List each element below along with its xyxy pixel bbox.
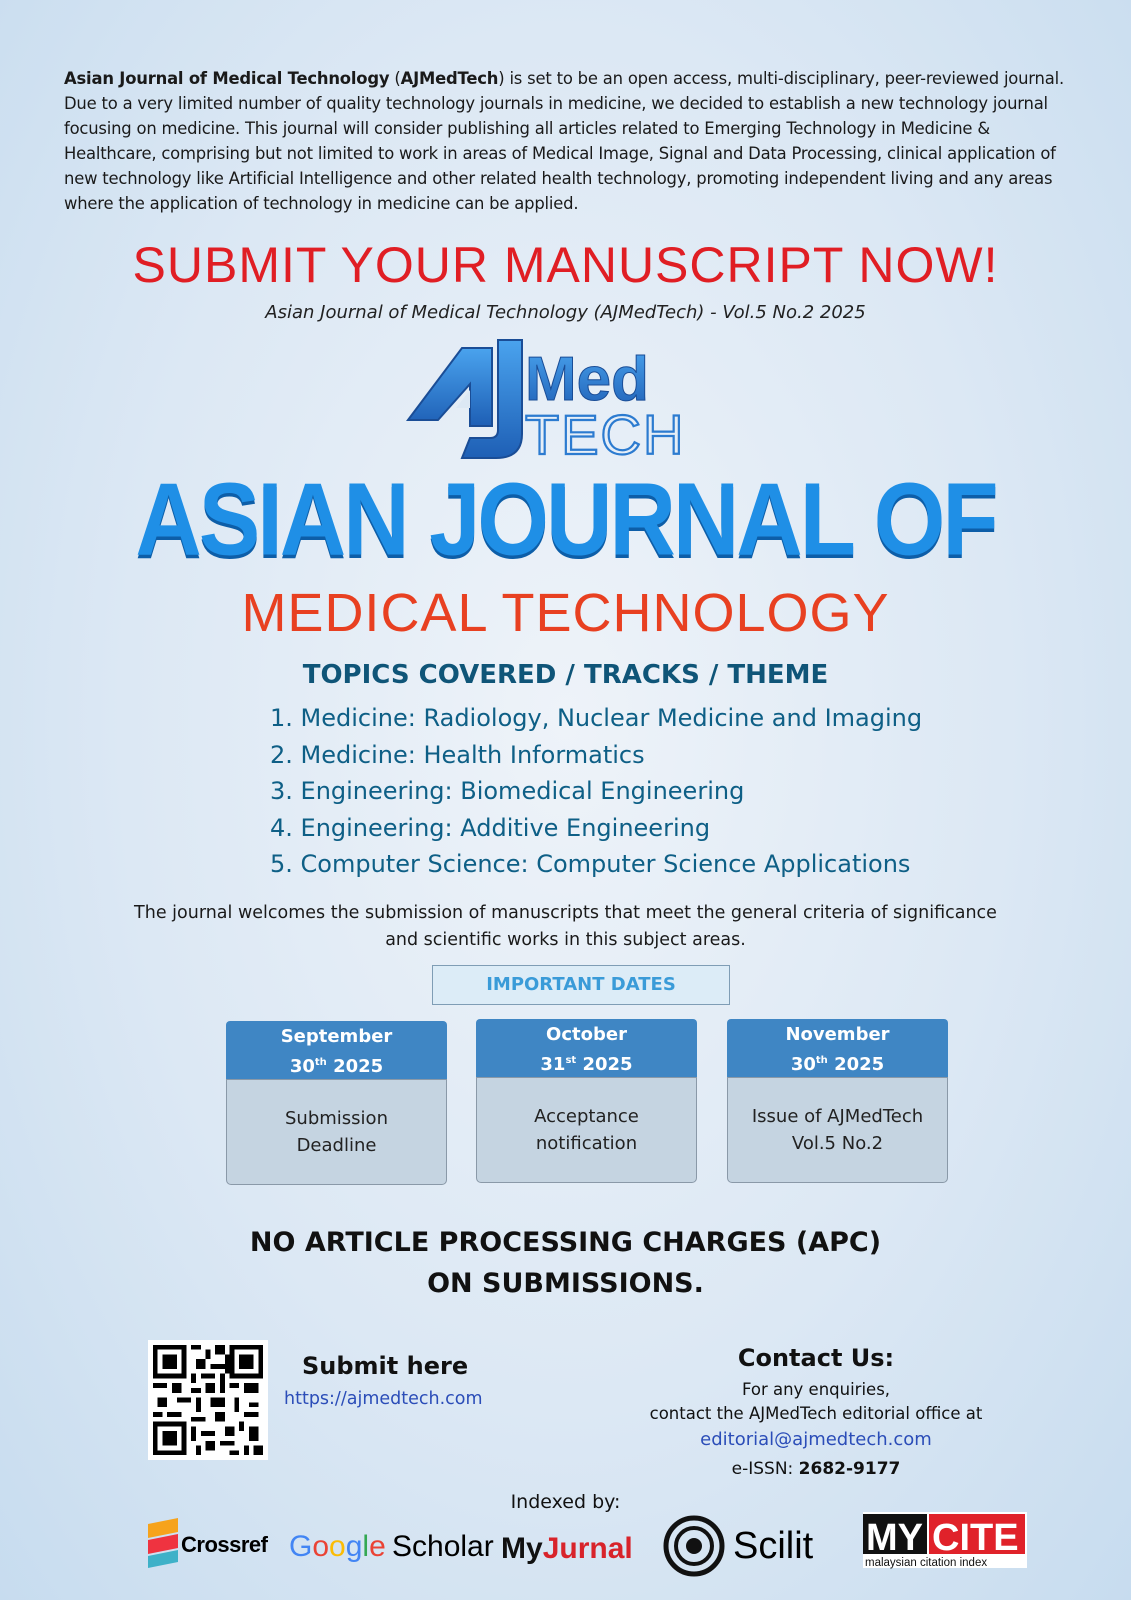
intro-journal-name: Asian Journal of Medical Technology bbox=[64, 69, 390, 88]
date-card-issue bbox=[727, 1019, 948, 1183]
google-letter: o bbox=[329, 1530, 346, 1563]
date-suffix: th bbox=[314, 1057, 327, 1068]
topic-item: 4. Engineering: Additive Engineering bbox=[270, 813, 711, 842]
title-asian-journal-of: ASIAN JOURNAL OF bbox=[135, 462, 996, 578]
contact-email-link[interactable]: editorial@ajmedtech.com bbox=[700, 1429, 932, 1450]
date-card-submission bbox=[226, 1021, 447, 1185]
google-letter: G bbox=[289, 1530, 313, 1563]
intro-open-paren: ( bbox=[389, 69, 401, 88]
date-day: 31 bbox=[540, 1054, 566, 1075]
date-suffix: st bbox=[565, 1055, 577, 1066]
scilit-text: Scilit bbox=[733, 1525, 814, 1567]
date-month: October bbox=[546, 1024, 627, 1045]
important-dates-label: IMPORTANT DATES bbox=[432, 965, 730, 1005]
no-apc-notice bbox=[0, 1222, 1131, 1304]
submit-url-link[interactable]: https://ajmedtech.com bbox=[284, 1389, 483, 1409]
scilit-logo bbox=[666, 1518, 814, 1574]
logo-med-text: Med bbox=[525, 345, 649, 414]
date-card-header bbox=[226, 1021, 447, 1079]
title-medical-technology: MEDICAL TECHNOLOGY bbox=[241, 583, 890, 643]
topic-item: 2. Medicine: Health Informatics bbox=[270, 740, 645, 769]
mycite-cite: CITE bbox=[932, 1517, 1019, 1559]
logo-tech-text: TECH bbox=[525, 403, 686, 466]
no-apc-line-2: ON SUBMISSIONS. bbox=[427, 1268, 704, 1299]
welcome-text bbox=[0, 900, 1131, 954]
indexed-by-label: Indexed by: bbox=[510, 1491, 621, 1513]
date-card-header bbox=[727, 1019, 948, 1077]
myjurnal-jurnal: Jurnal bbox=[542, 1532, 633, 1565]
google-letter: e bbox=[369, 1530, 386, 1563]
contact-line-2: contact the AJMedTech editorial office at bbox=[649, 1404, 983, 1423]
google-letter: o bbox=[312, 1530, 330, 1563]
date-card-body bbox=[727, 1077, 948, 1183]
date-desc: Acceptance notification bbox=[534, 1106, 639, 1154]
svg-text:Google bbox=[289, 1530, 386, 1563]
intro-paragraph bbox=[64, 66, 1084, 216]
mycite-my: MY bbox=[866, 1517, 923, 1559]
ajmedtech-logo bbox=[400, 338, 720, 468]
svg-text:MyJurnal bbox=[501, 1532, 633, 1565]
topic-item: 3. Engineering: Biomedical Engineering bbox=[270, 777, 745, 805]
date-suffix: th bbox=[815, 1055, 828, 1066]
headline: SUBMIT YOUR MANUSCRIPT NOW! bbox=[132, 237, 999, 293]
contact-title: Contact Us: bbox=[737, 1344, 895, 1372]
date-year: 2025 bbox=[576, 1054, 633, 1075]
crossref-logo bbox=[148, 1518, 269, 1568]
intro-text: ) is set to be an open access, multi-disciplinary, peer-reviewed journal. Due to a very limited number of quality technology journals in medicine, we decided to establish a new technology journal focusing on medicine. This journal will consider publishing all articles related to Emerging Technology in Medicine & Healthcare, comprising but not limited to work in areas of Medical Image, Signal and Data Processing, clinical application of new technology like Artificial Intelligence and other related health technology, promoting independent living and any areas where the application of technology in medicine can be applied. bbox=[64, 69, 1064, 213]
contact-line-1: For any enquiries, bbox=[741, 1380, 891, 1399]
welcome-line-1: The journal welcomes the submission of manuscripts that meet the general criteria of significance bbox=[134, 903, 997, 923]
date-year: 2025 bbox=[326, 1056, 384, 1077]
no-apc-line-1: NO ARTICLE PROCESSING CHARGES (APC) bbox=[249, 1227, 882, 1258]
date-card-body bbox=[226, 1079, 447, 1185]
mycite-tagline: malaysian citation index bbox=[865, 1557, 988, 1569]
date-desc: Issue of AJMedTech Vol.5 No.2 bbox=[751, 1106, 924, 1154]
scholar-text: Scholar bbox=[392, 1530, 494, 1563]
welcome-line-2: and scientific works in this subject areas. bbox=[385, 930, 746, 950]
date-card-body bbox=[476, 1077, 697, 1183]
indexing-logos bbox=[0, 1510, 1131, 1600]
google-letter: l bbox=[362, 1530, 370, 1563]
google-letter: g bbox=[345, 1530, 363, 1563]
myjurnal-logo bbox=[501, 1532, 633, 1565]
myjurnal-my: My bbox=[501, 1532, 543, 1565]
date-card-header bbox=[476, 1019, 697, 1077]
subline: Asian Journal of Medical Technology (AJMedTech) - Vol.5 No.2 2025 bbox=[265, 302, 866, 323]
submit-here-label: Submit here bbox=[302, 1352, 469, 1380]
date-month: November bbox=[785, 1024, 890, 1045]
crossref-text: Crossref bbox=[181, 1532, 268, 1557]
date-year: 2025 bbox=[827, 1054, 885, 1075]
intro-abbrev: AJMedTech bbox=[400, 69, 499, 88]
topic-item: 5. Computer Science: Computer Science Applications bbox=[270, 850, 911, 878]
date-desc: Submission Deadline bbox=[285, 1108, 388, 1156]
issn-label: e-ISSN: bbox=[731, 1459, 799, 1479]
issn-value: 2682-9177 bbox=[798, 1459, 901, 1479]
date-card-acceptance bbox=[476, 1019, 697, 1183]
date-month: September bbox=[280, 1026, 393, 1047]
mycite-logo bbox=[863, 1512, 1027, 1569]
topic-item: 1. Medicine: Radiology, Nuclear Medicine and Imaging bbox=[270, 704, 923, 732]
google-scholar-logo bbox=[289, 1530, 494, 1563]
qr-code[interactable] bbox=[148, 1340, 268, 1460]
date-day: 30 bbox=[289, 1056, 315, 1077]
topics-list bbox=[270, 700, 922, 883]
date-day: 30 bbox=[790, 1054, 816, 1075]
logo-a-shape bbox=[408, 348, 492, 426]
topics-title: TOPICS COVERED / TRACKS / THEME bbox=[302, 660, 829, 690]
issn bbox=[620, 1459, 1012, 1479]
